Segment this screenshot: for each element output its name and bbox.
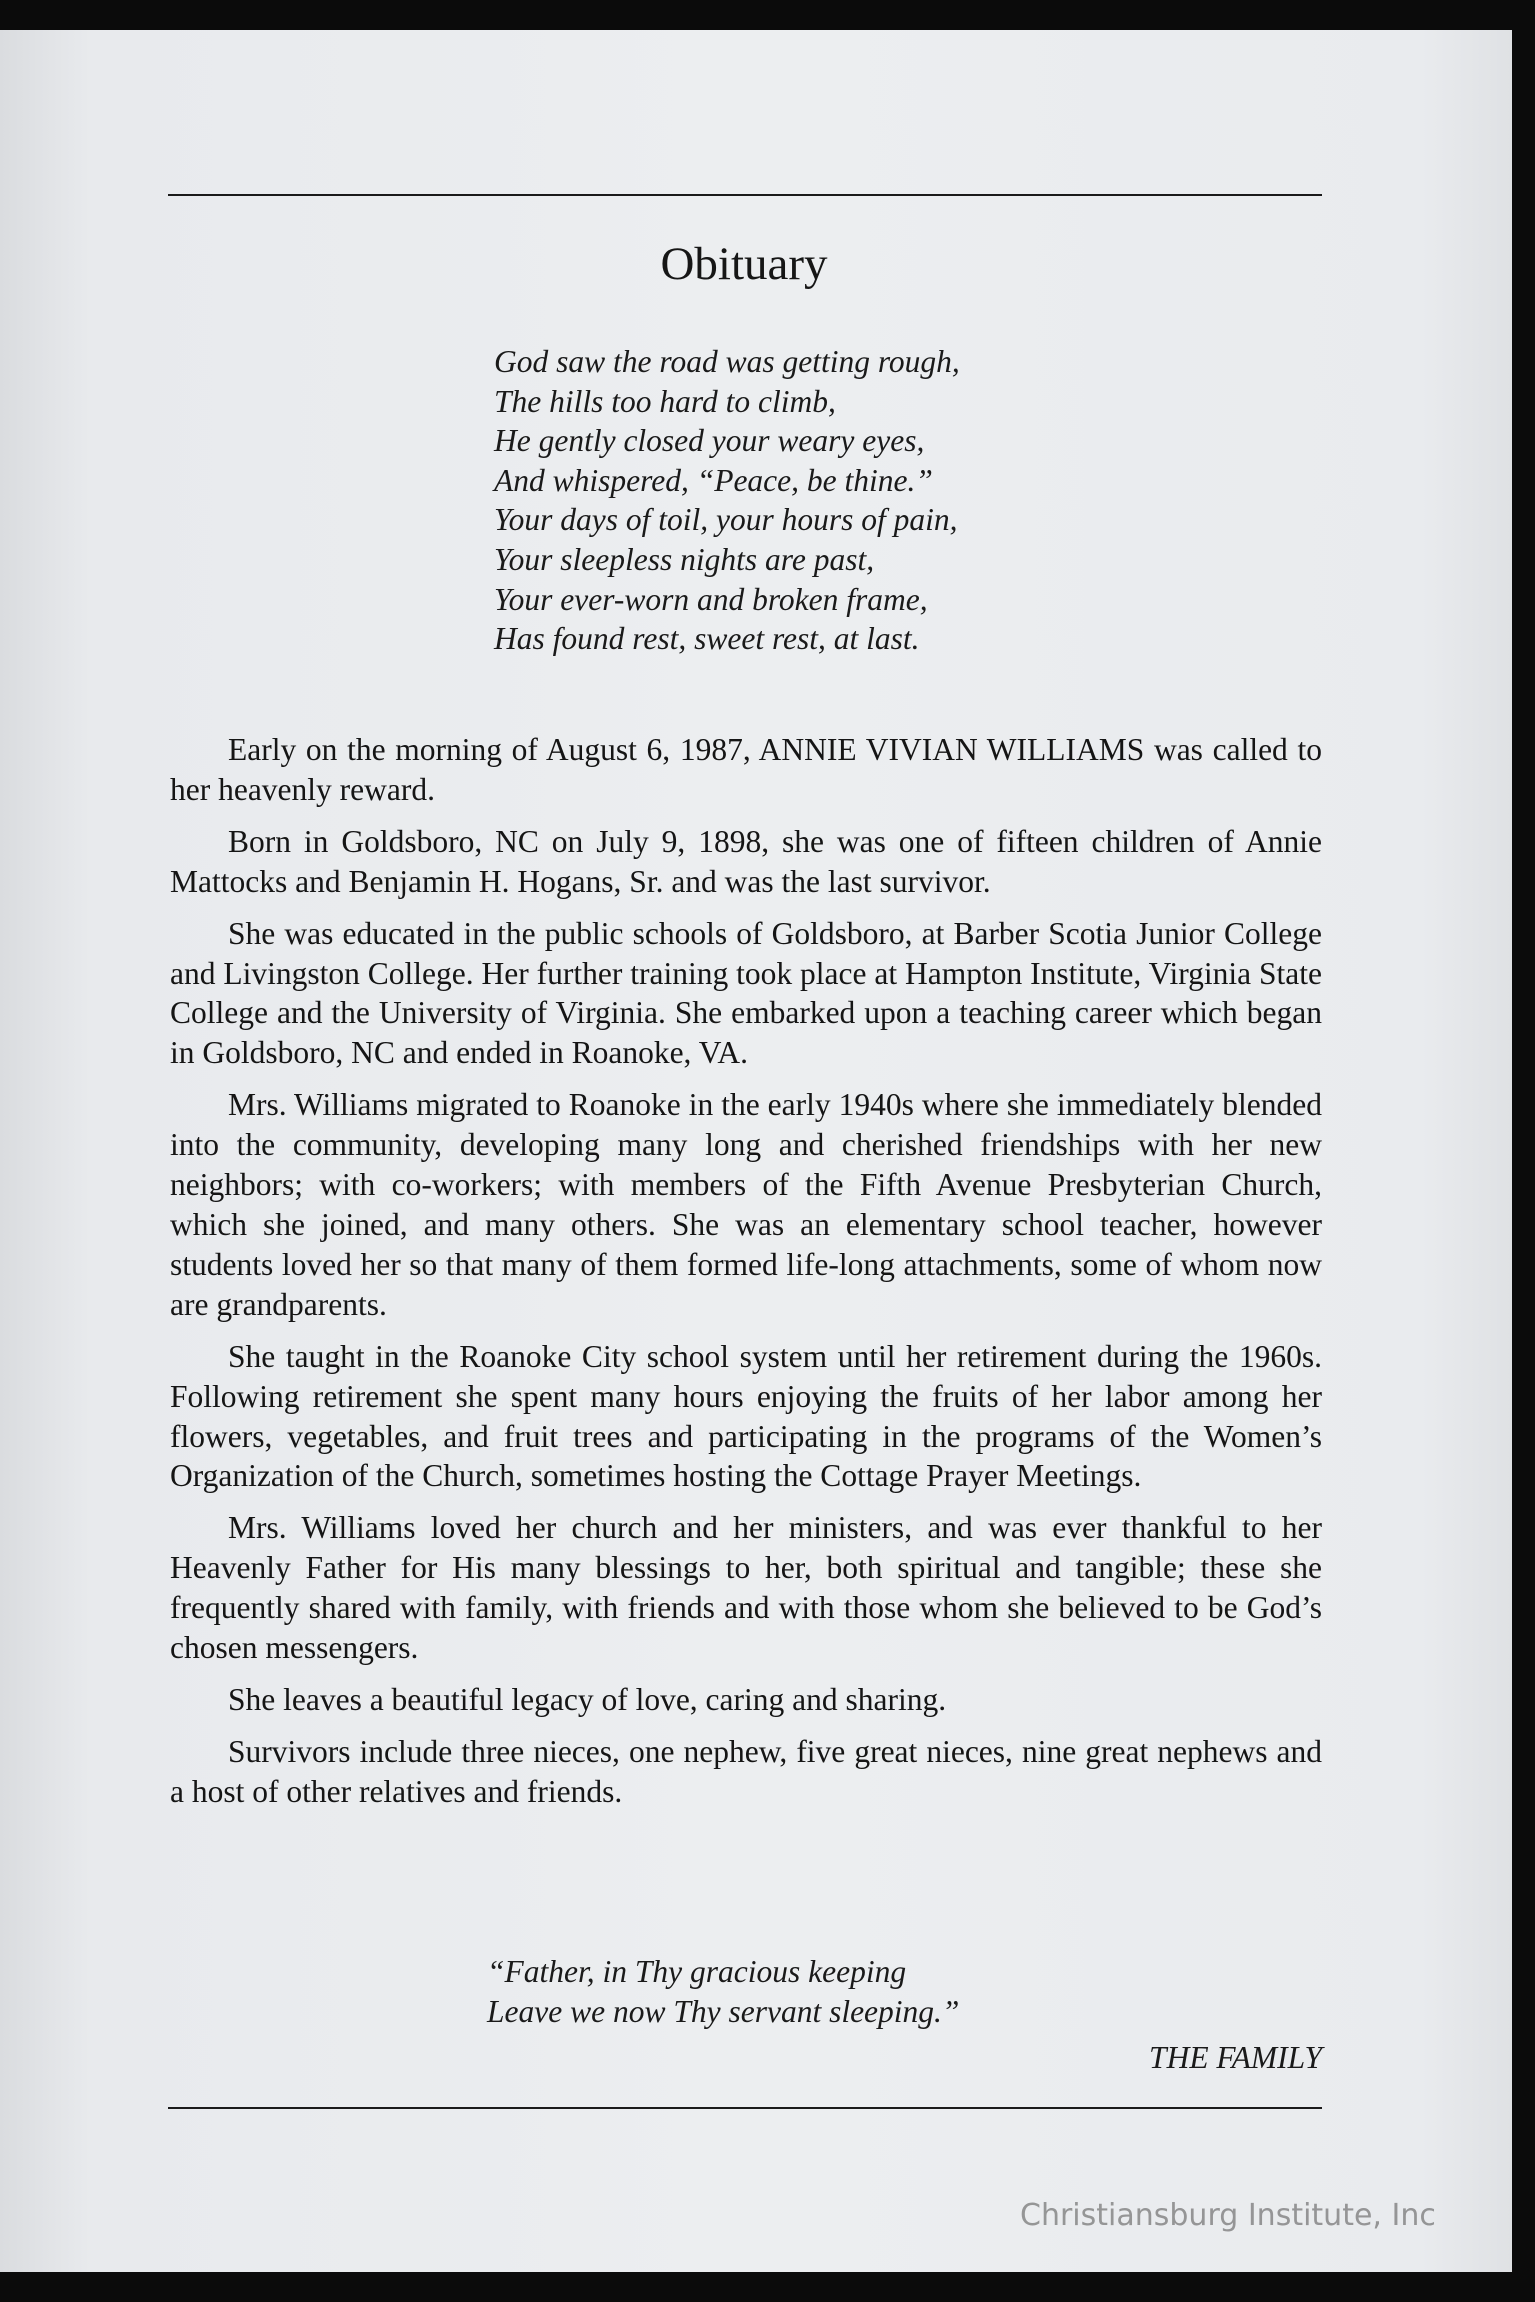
document-page	[0, 30, 1512, 2272]
paragraph: She was educated in the public schools of Goldsboro, at Barber Scotia Junior College and Livingston College. Her further training took place at Hampton Institute, Virginia State College and the University of Virginia. She embarked upon a teaching career which began in Goldsboro, NC and ended in Roanoke, VA.	[170, 915, 1322, 1071]
paragraph: Early on the morning of August 6, 1987, ANNIE VIVIAN WILLIAMS was called to her heavenly reward.	[170, 732, 1322, 807]
poem-line: Your sleepless nights are past,	[494, 541, 875, 577]
paragraph: Survivors include three nieces, one nephew, five great nieces, nine great nephews and a host of other relatives and friends.	[170, 1733, 1322, 1809]
paragraph: Mrs. Williams migrated to Roanoke in the early 1940s where she immediately blended into the community, developing many long and cherished friendships with her new neighbors; with co-workers; with members of the Fifth Avenue Presbyterian Church, which she joined, and many others. She was an elementary school teacher, however students loved her so that many of them formed life-long attachments, some of whom now are grandparents.	[170, 1087, 1322, 1322]
poem-line: God saw the road was getting rough,	[494, 344, 960, 379]
poem-line: Your ever-worn and broken frame,	[494, 581, 928, 617]
page-title: Obituary	[660, 238, 828, 290]
bottom-divider	[168, 2107, 1322, 2109]
poem-line: The hills too hard to climb,	[494, 383, 836, 419]
poem-line: Your days of toil, your hours of pain,	[494, 502, 958, 538]
paragraph: Mrs. Williams loved her church and her ministers, and was ever thankful to her Heavenly Father for His many blessings to her, both spiritual and tangible; these she frequently shared with family, with friends and with those whom she believed to be God’s chosen messengers.	[170, 1510, 1322, 1666]
poem-line: He gently closed your weary eyes,	[494, 423, 925, 459]
opening-poem	[494, 342, 960, 659]
family-signature: THE FAMILY	[1149, 2040, 1322, 2075]
paragraph: She leaves a beautiful legacy of love, caring and sharing.	[228, 1681, 947, 1717]
poem-line: And whispered, “Peace, be thine.”	[494, 462, 933, 498]
closing-line: Leave we now Thy servant sleeping.”	[487, 1994, 960, 2029]
paragraph: Born in Goldsboro, NC on July 9, 1898, she was one of fifteen children of Annie Mattocks and Benjamin H. Hogans, Sr. and was the last survivor.	[170, 823, 1322, 899]
watermark: Christiansburg Institute, Inc	[1020, 2198, 1436, 2233]
poem-line: Has found rest, sweet rest, at last.	[494, 621, 920, 657]
obituary-body	[170, 730, 1322, 1824]
paragraph: She taught in the Roanoke City school system until her retirement during the 1960s. Following retirement she spent many hours enjoying the fruits of her labor among her flowers, vegetables, and fruit trees and participating in the programs of the Women’s Organization of the Church, sometimes hosting the Cottage Prayer Meetings.	[170, 1338, 1322, 1494]
top-divider	[168, 194, 1322, 196]
closing-verse	[487, 1952, 959, 2032]
closing-line: “Father, in Thy gracious keeping	[487, 1954, 907, 1989]
